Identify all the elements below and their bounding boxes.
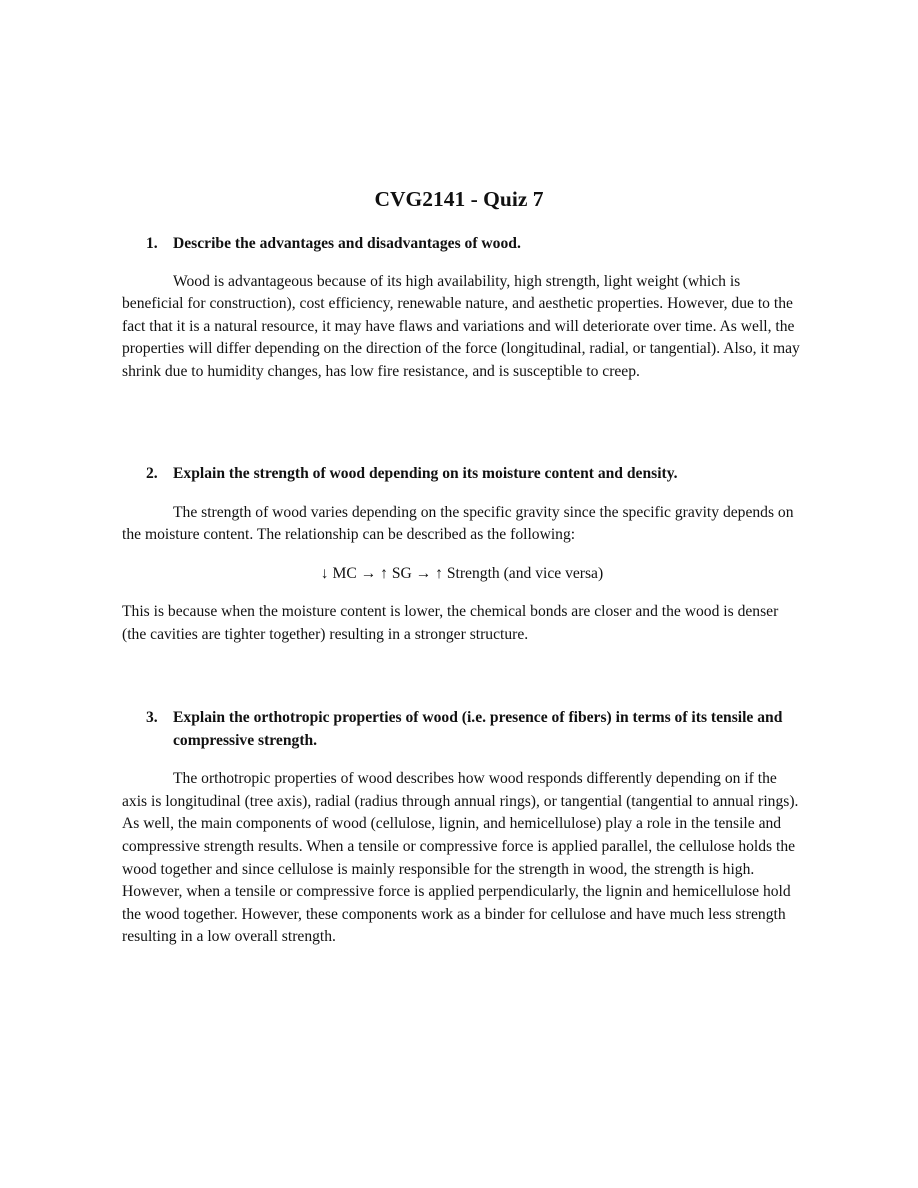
answer-paragraph: The strength of wood varies depending on the specific gravity since the specific gravity depends on the moisture content. The relationship can be described as the following: (122, 503, 794, 544)
answer-paragraph: The orthotropic properties of wood describes how wood responds differently depending on if the axis is longitudinal (tree axis), radial (radius through annual rings), or tangential (tangential to annual rings). As well, the main components of wood (cellulose, lignin, and hemicellulose) play a role in the tensile and compressive strength results. When a tensile or compressive force is applied parallel, the cellulose holds the wood together and since cellulose is mainly responsible for the strength in wood, the strength is high. However, when a tensile or compressive force is applied perpendicularly, the lignin and hemicellulose hold the wood together. However, these components work as a binder for cellulose and have much less strength resulting in a low overall strength. (122, 770, 799, 946)
question-prompt: Describe the advantages and disadvantages of wood. (173, 235, 521, 252)
question-prompt: Explain the orthotropic properties of wood (i.e. presence of fibers) in terms of its tensile and compressive strength. (173, 709, 783, 749)
question-number: 1. (146, 235, 158, 252)
question-number: 2. (146, 465, 158, 482)
answer-paragraph: Wood is advantageous because of its high availability, high strength, light weight (which is beneficial for construction), cost efficiency, renewable nature, and aesthetic properties. However, due to the fact that it is a natural resource, it may have flaws and variations and will deteriorate over time. As well, the properties will differ depending on the direction of the force (longitudinal, radial, or tangential). Also, it may shrink due to humidity changes, has low fire resistance, and is susceptible to creep. (122, 272, 800, 380)
page-title: CVG2141 - Quiz 7 (374, 187, 544, 211)
question-2 (122, 463, 802, 647)
question-3 (122, 707, 802, 949)
question-1 (122, 233, 802, 384)
question-number: 3. (146, 709, 158, 726)
question-prompt: Explain the strength of wood depending on its moisture content and density. (173, 465, 678, 482)
question-heading (122, 233, 802, 256)
relationship-formula: ↓ MC → ↑ SG → ↑ Strength (and vice versa) (320, 564, 604, 582)
question-heading (122, 463, 802, 486)
question-heading (122, 707, 802, 752)
answer-paragraph: This is because when the moisture content is lower, the chemical bonds are closer and the wood is denser (the cavities are tighter together) resulting in a stronger structure. (122, 603, 779, 643)
